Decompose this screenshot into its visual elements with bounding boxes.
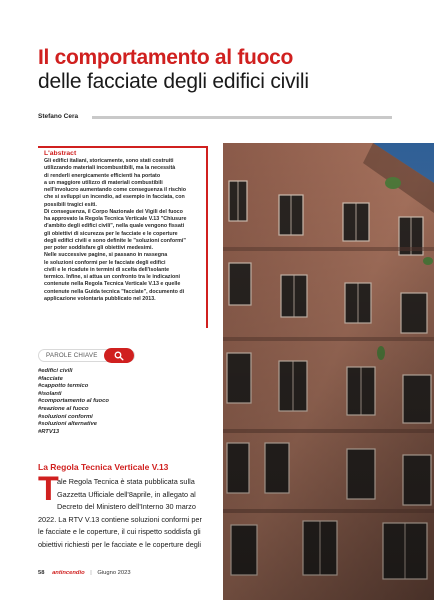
magazine-name: antincendio bbox=[52, 570, 85, 576]
abstract-line: degli edifici civili e sono definite le "soluzioni conformi" bbox=[44, 237, 186, 244]
page-footer bbox=[38, 570, 131, 576]
abstract-line: contenute nella Regola Tecnica Verticale V.13 e quelle bbox=[44, 281, 181, 288]
building-facade-photo bbox=[223, 143, 434, 600]
body-line: ale Regola Tecnica è stata pubblicata sulla bbox=[57, 477, 195, 486]
issue-date: Giugno 2023 bbox=[97, 570, 131, 576]
article-title-line1: Il comportamento al fuoco bbox=[38, 46, 294, 69]
drop-cap: T bbox=[38, 470, 59, 508]
keyword-tag: #isolanti bbox=[38, 390, 62, 397]
abstract-line: Nelle successive pagine, si passano in rassegna bbox=[44, 252, 168, 259]
keywords-label: PAROLE CHIAVE bbox=[46, 352, 98, 359]
abstract-line: le soluzioni conformi per le facciate degli edifici bbox=[44, 259, 166, 266]
facade-illustration bbox=[223, 143, 434, 600]
keyword-tag: #soluzioni conformi bbox=[38, 413, 93, 420]
author-divider bbox=[92, 116, 392, 119]
abstract-line: nell'involucro aumentando come conseguenza il rischio bbox=[44, 187, 187, 193]
keyword-list bbox=[38, 368, 109, 436]
body-line: Decreto del Ministero dell'Interno 30 marzo bbox=[57, 502, 196, 512]
abstract-line: utilizzando materiali incombustibili, ma la necessità bbox=[44, 165, 176, 172]
abstract-line: per poter soddisfare gli obiettivi medesimi. bbox=[44, 245, 153, 251]
abstract-line: che si sviluppi un incendio, ad esempio in facciata, con bbox=[44, 194, 185, 201]
footer-separator: | bbox=[90, 570, 92, 576]
body-line: 2022. La RTV V.13 contiene soluzioni conformi per bbox=[38, 514, 202, 524]
keyword-tag: #cappotto termico bbox=[38, 383, 89, 390]
section-body bbox=[38, 476, 214, 552]
search-icon bbox=[114, 351, 124, 361]
body-line: le facciate e le coperture, il cui rispetto soddisfa gli bbox=[38, 527, 201, 537]
abstract-line: applicazione volontaria pubblicato nel 2013. bbox=[44, 295, 156, 302]
keyword-tag: #edifici civili bbox=[38, 368, 73, 374]
abstract-line: contenute nella Guida tecnica "facciate", documento di bbox=[44, 288, 185, 295]
abstract-line: d'ambito degli edifici civili", nella quale vengono fissati bbox=[44, 223, 185, 230]
keywords-search-button[interactable] bbox=[104, 348, 134, 363]
keyword-tag: #soluzioni alternative bbox=[38, 421, 97, 428]
abstract-line: gli obiettivi di sicurezza per le facciate e le coperture bbox=[44, 230, 178, 237]
keyword-tag: #comportamento al fuoco bbox=[38, 398, 109, 405]
abstract-line: di renderli energicamente efficienti ha portato bbox=[44, 172, 161, 179]
abstract-line: possibili tragici esiti. bbox=[44, 201, 97, 208]
abstract-line: civili e le ricadute in termini di scelta dell'isolante bbox=[44, 266, 170, 273]
section-heading: La Regola Tecnica Verticale V.13 bbox=[38, 462, 169, 472]
body-line: obiettivi richiesti per le facciate e le coperture degli bbox=[38, 539, 202, 549]
keyword-tag: #RTV13 bbox=[38, 428, 60, 435]
keyword-tag: #facciate bbox=[38, 375, 63, 382]
abstract-line: Di conseguenza, il Corpo Nazionale dei Vigili del fuoco bbox=[44, 208, 183, 215]
body-line: Gazzetta Ufficiale dell'8aprile, in allegato al bbox=[57, 489, 196, 499]
abstract-line: a un maggiore utilizzo di materiali combustibili bbox=[44, 179, 163, 186]
keyword-tag: #reazione al fuoco bbox=[38, 405, 89, 412]
page-number: 58 bbox=[38, 570, 45, 576]
abstract-line: Gli edifici italiani, storicamente, sono stati costruiti bbox=[44, 158, 174, 164]
author-name: Stefano Cera bbox=[38, 113, 79, 120]
abstract-line: termico. Infine, si attua un confronto tra le indicazioni bbox=[44, 274, 180, 280]
abstract-heading: L'abstract bbox=[44, 150, 77, 157]
article-title-line2: delle facciate degli edifici civili bbox=[38, 70, 309, 93]
abstract-line: ha approvato la Regola Tecnica Verticale V.13 "Chiusure bbox=[44, 216, 187, 222]
abstract-body bbox=[44, 158, 206, 303]
